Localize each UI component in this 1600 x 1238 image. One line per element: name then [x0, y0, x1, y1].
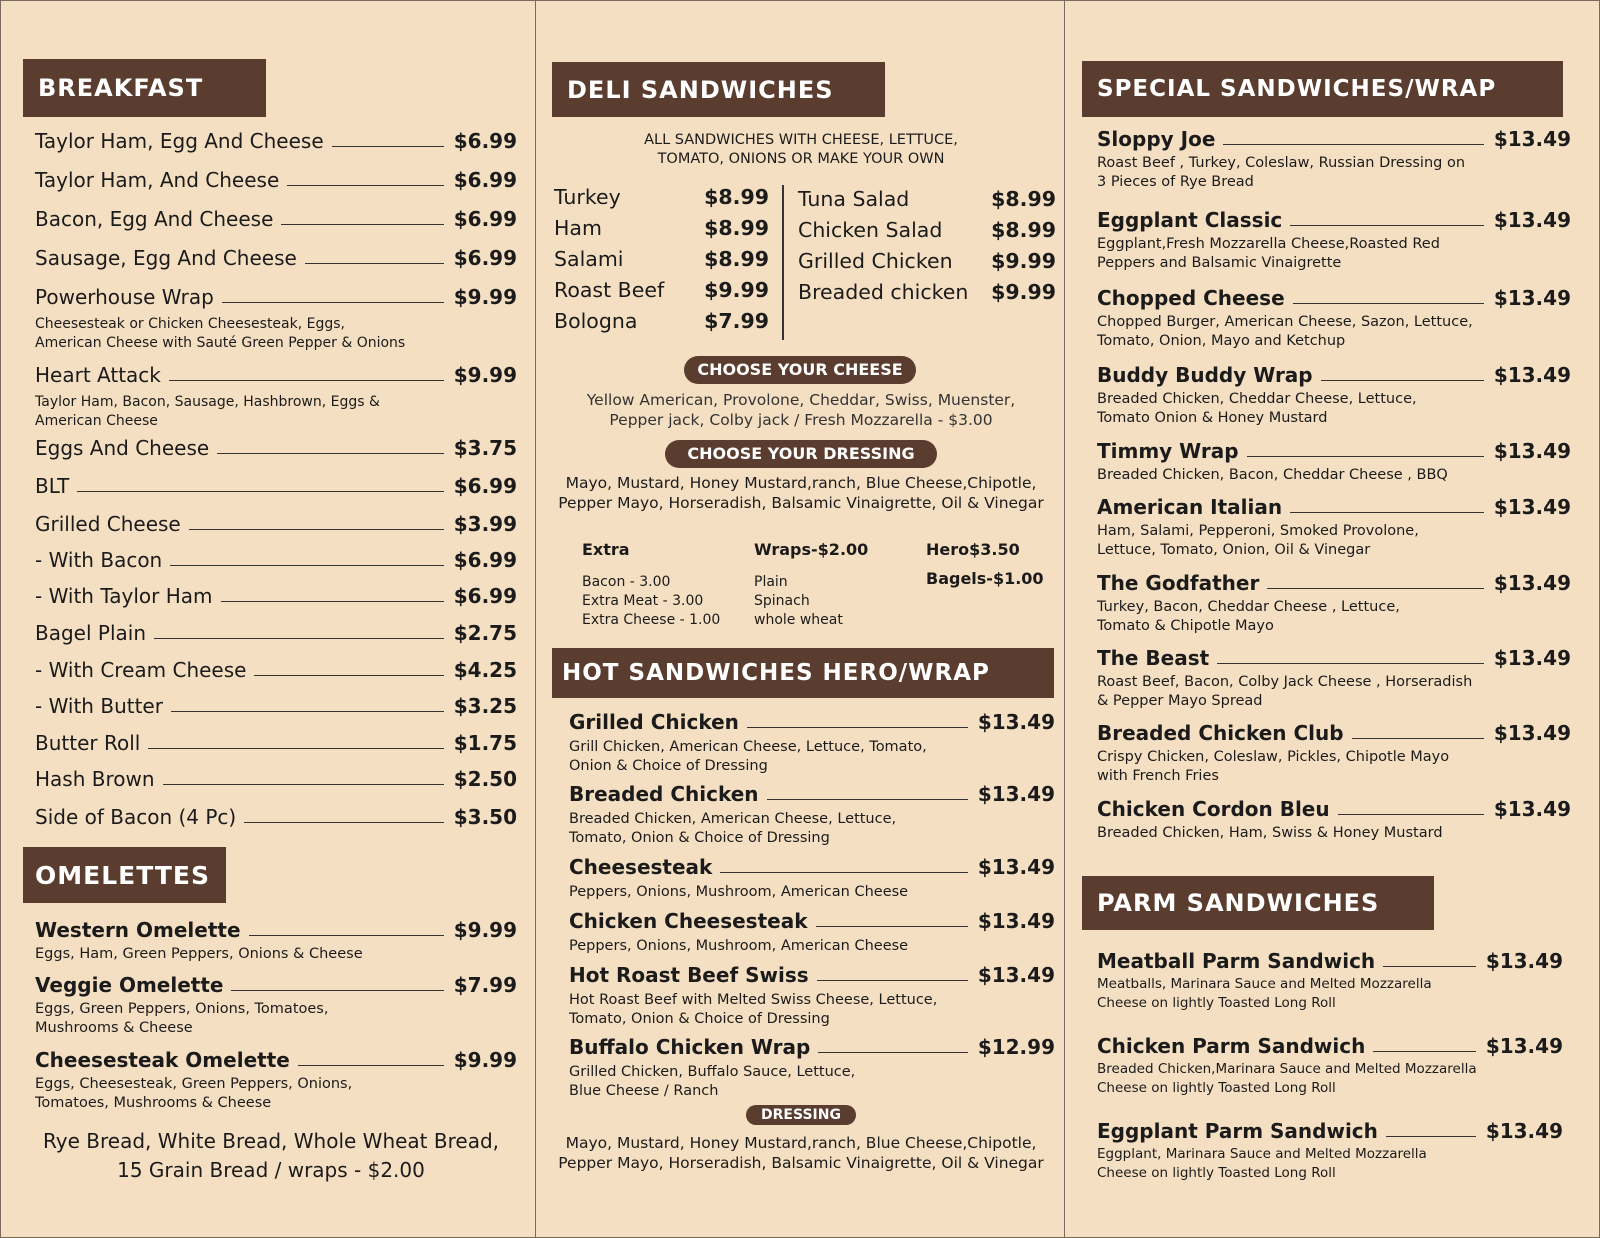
item-description: Meatballs, Marinara Sauce and Melted Mozzarella — [1097, 976, 1432, 992]
menu-item-row — [35, 694, 517, 718]
item-name: Cheesesteak — [569, 855, 713, 879]
menu-item-row — [35, 168, 517, 192]
item-price: $13.49 — [1493, 286, 1571, 310]
hot-dressing-line1: Mayo, Mustard, Honey Mustard,ranch, Blue Cheese,Chipotle, — [565, 1134, 1037, 1152]
item-price: $6.99 — [453, 207, 517, 231]
item-description: American Cheese with Sauté Green Pepper & Onions — [35, 335, 406, 351]
item-description: Roast Beef , Turkey, Coleslaw, Russian Dressing on — [1097, 155, 1466, 171]
item-price: $13.49 — [1493, 721, 1571, 745]
item-price: $13.49 — [1493, 797, 1571, 821]
leader-line — [171, 711, 444, 712]
item-name: Timmy Wrap — [1097, 439, 1239, 463]
item-description: Breaded Chicken, American Cheese, Lettuce, — [569, 811, 897, 827]
hot-dressing-options — [540, 1133, 1062, 1173]
item-price: $9.99 — [453, 1048, 517, 1072]
item-price: $9.99 — [453, 363, 517, 387]
item-price: $9.99 — [453, 285, 517, 309]
item-description: Roast Beef, Bacon, Colby Jack Cheese , Horseradish — [1097, 674, 1473, 690]
item-name: Taylor Ham, And Cheese — [35, 168, 280, 192]
item-description: Lettuce, Tomato, Onion, Oil & Vinegar — [1097, 542, 1371, 558]
parm-header — [1082, 876, 1434, 930]
choose-cheese-label: CHOOSE YOUR CHEESE — [697, 360, 903, 379]
menu-item-row — [35, 658, 517, 682]
item-description: Grilled Chicken, Buffalo Sauce, Lettuce, — [569, 1064, 856, 1080]
item-description: American Cheese — [35, 413, 158, 429]
item-price: $3.99 — [453, 512, 517, 536]
choose-cheese-pill — [684, 356, 916, 384]
leader-line — [1321, 380, 1484, 381]
item-description: Chopped Burger, American Cheese, Sazon, Lettuce, — [1097, 314, 1473, 330]
menu-item-row — [35, 584, 517, 608]
item-name: - With Taylor Ham — [35, 584, 213, 608]
menu-item-row — [35, 1048, 517, 1072]
item-price: $13.49 — [1485, 949, 1563, 973]
item-name: Salami — [554, 247, 624, 271]
item-name: Breaded Chicken — [569, 782, 759, 806]
item-description: Turkey, Bacon, Cheddar Cheese , Lettuce, — [1097, 599, 1400, 615]
menu-item-row — [35, 512, 517, 536]
leader-line — [1293, 303, 1484, 304]
item-price: $6.99 — [453, 129, 517, 153]
item-name: Butter Roll — [35, 731, 141, 755]
item-price: $3.75 — [453, 436, 517, 460]
leader-line — [170, 565, 444, 566]
item-description: 3 Pieces of Rye Bread — [1097, 174, 1254, 190]
leader-line — [305, 263, 444, 264]
leader-line — [1290, 512, 1484, 513]
deli-note-line2: TOMATO, ONIONS OR MAKE YOUR OWN — [657, 151, 945, 167]
hero-price: Hero$3.50 — [926, 540, 1020, 559]
item-description: & Pepper Mayo Spread — [1097, 693, 1263, 709]
breakfast-header — [23, 59, 266, 117]
item-price: $6.99 — [453, 474, 517, 498]
menu-item-row — [35, 918, 517, 942]
menu-item-row — [554, 278, 769, 302]
item-description: Onion & Choice of Dressing — [569, 758, 768, 774]
menu-item-row — [35, 767, 517, 791]
item-name: Eggplant Classic — [1097, 208, 1283, 232]
menu-item-row — [35, 805, 517, 829]
item-name: The Godfather — [1097, 571, 1260, 595]
bagels-price: Bagels-$1.00 — [926, 569, 1044, 588]
item-description: Eggplant, Marinara Sauce and Melted Mozzarella — [1097, 1146, 1427, 1162]
item-price: $13.49 — [1493, 495, 1571, 519]
deli-note-line1: ALL SANDWICHES WITH CHEESE, LETTUCE, — [644, 132, 958, 148]
menu-item-row — [554, 309, 769, 333]
item-name: - With Bacon — [35, 548, 163, 572]
item-name: Bacon, Egg And Cheese — [35, 207, 274, 231]
parm-title: PARM SANDWICHES — [1097, 889, 1380, 917]
item-name: Buffalo Chicken Wrap — [569, 1035, 811, 1059]
item-name: Buddy Buddy Wrap — [1097, 363, 1313, 387]
menu-item-row — [35, 621, 517, 645]
item-name: Roast Beef — [554, 278, 665, 302]
item-description: Grill Chicken, American Cheese, Lettuce, Tomato, — [569, 739, 927, 755]
hot-dressing-line2: Pepper Mayo, Horseradish, Balsamic Vinaigrette, Oil & Vinegar — [558, 1154, 1044, 1172]
item-price: $13.49 — [977, 782, 1055, 806]
menu-item-row — [798, 187, 1056, 211]
leader-line — [818, 1052, 968, 1053]
dressing-line2: Pepper Mayo, Horseradish, Balsamic Vinaigrette, Oil & Vinegar — [558, 494, 1044, 512]
menu-item-row — [798, 280, 1056, 304]
leader-line — [1352, 738, 1484, 739]
hot-header — [552, 648, 1054, 698]
deli-note — [596, 131, 1006, 169]
menu-item-row — [1097, 286, 1571, 310]
wraps-title: Wraps-$2.00 — [754, 540, 869, 559]
extra-item: Bacon - 3.00 — [582, 574, 671, 590]
item-name: Side of Bacon (4 Pc) — [35, 805, 237, 829]
item-name: Veggie Omelette — [35, 973, 224, 997]
leader-line — [254, 675, 443, 676]
item-description: Eggs, Green Peppers, Onions, Tomatoes, — [35, 1001, 329, 1017]
leader-line — [148, 748, 443, 749]
wrap-item: Plain — [754, 574, 788, 590]
item-name: Bagel Plain — [35, 621, 146, 645]
item-price: $13.49 — [977, 963, 1055, 987]
item-name: Hot Roast Beef Swiss — [569, 963, 809, 987]
menu-item-row — [1097, 363, 1571, 387]
item-description: Cheese on lightly Toasted Long Roll — [1097, 1165, 1336, 1181]
item-price: $13.49 — [977, 710, 1055, 734]
item-name: Powerhouse Wrap — [35, 285, 214, 309]
item-name: Grilled Cheese — [35, 512, 181, 536]
item-name: The Beast — [1097, 646, 1210, 670]
item-description: Breaded Chicken, Bacon, Cheddar Cheese , BBQ — [1097, 467, 1448, 483]
menu-item-row — [569, 1035, 1055, 1059]
leader-line — [1247, 456, 1484, 457]
menu-item-row — [35, 207, 517, 231]
menu-item-row — [798, 218, 1056, 242]
menu-item-row — [35, 973, 517, 997]
extra-item: Extra Meat - 3.00 — [582, 593, 704, 609]
leader-line — [169, 380, 444, 381]
leader-line — [231, 990, 443, 991]
item-price: $12.99 — [977, 1035, 1055, 1059]
item-description: Eggplant,Fresh Mozzarella Cheese,Roasted Red — [1097, 236, 1440, 252]
cheese-options — [546, 390, 1056, 430]
item-price: $9.99 — [991, 280, 1056, 304]
item-name: Chicken Parm Sandwich — [1097, 1034, 1366, 1058]
dressing-options — [540, 473, 1062, 513]
item-name: Grilled Chicken — [798, 249, 953, 273]
special-title: SPECIAL SANDWICHES/WRAP — [1097, 76, 1497, 102]
leader-line — [249, 935, 444, 936]
item-price: $13.49 — [1493, 127, 1571, 151]
item-name: Western Omelette — [35, 918, 241, 942]
cheese-line2: Pepper jack, Colby jack / Fresh Mozzarella - $3.00 — [609, 411, 993, 429]
item-price: $6.99 — [453, 584, 517, 608]
menu-item-row — [569, 963, 1055, 987]
item-price: $8.99 — [704, 247, 769, 271]
item-price: $1.75 — [453, 731, 517, 755]
leader-line — [287, 185, 443, 186]
item-name: Chopped Cheese — [1097, 286, 1285, 310]
item-price: $13.49 — [977, 855, 1055, 879]
item-name: Turkey — [554, 185, 621, 209]
leader-line — [720, 872, 967, 873]
leader-line — [1386, 1136, 1476, 1137]
item-name: Breaded chicken — [798, 280, 969, 304]
menu-item-row — [1097, 646, 1571, 670]
item-description: Breaded Chicken, Ham, Swiss & Honey Mustard — [1097, 825, 1443, 841]
item-description: Tomato, Onion, Mayo and Ketchup — [1097, 333, 1346, 349]
item-name: Heart Attack — [35, 363, 161, 387]
item-price: $6.99 — [453, 168, 517, 192]
menu-item-row — [1097, 439, 1571, 463]
item-description: Tomato, Onion & Choice of Dressing — [569, 830, 830, 846]
item-description: Tomato & Chipotle Mayo — [1097, 618, 1274, 634]
item-name: Breaded Chicken Club — [1097, 721, 1344, 745]
item-price: $13.49 — [977, 909, 1055, 933]
menu-item-row — [35, 436, 517, 460]
menu-item-row — [554, 216, 769, 240]
item-name: Ham — [554, 216, 602, 240]
item-name: American Italian — [1097, 495, 1283, 519]
menu-item-row — [569, 909, 1055, 933]
leader-line — [816, 926, 968, 927]
item-description: Blue Cheese / Ranch — [569, 1083, 719, 1099]
item-price: $13.49 — [1485, 1119, 1563, 1143]
leader-line — [767, 799, 968, 800]
item-name: BLT — [35, 474, 70, 498]
item-price: $3.50 — [453, 805, 517, 829]
leader-line — [1217, 663, 1484, 664]
item-price: $7.99 — [704, 309, 769, 333]
menu-item-row — [35, 474, 517, 498]
panel-right — [1064, 0, 1600, 1238]
leader-line — [163, 784, 444, 785]
item-description: Tomatoes, Mushrooms & Cheese — [35, 1095, 272, 1111]
item-description: Eggs, Cheesesteak, Green Peppers, Onions, — [35, 1076, 353, 1092]
item-name: Chicken Cheesesteak — [569, 909, 808, 933]
item-price: $13.49 — [1493, 646, 1571, 670]
cheese-line1: Yellow American, Provolone, Cheddar, Swiss, Muenster, — [586, 391, 1016, 409]
menu-item-row — [554, 185, 769, 209]
leader-line — [217, 453, 444, 454]
item-description: Mushrooms & Cheese — [35, 1020, 193, 1036]
dressing-line1: Mayo, Mustard, Honey Mustard,ranch, Blue Cheese,Chipotle, — [565, 474, 1037, 492]
menu-item-row — [35, 129, 517, 153]
item-price: $6.99 — [453, 246, 517, 270]
choose-dressing-label: CHOOSE YOUR DRESSING — [687, 444, 915, 463]
item-name: Chicken Salad — [798, 218, 943, 242]
dressing-pill — [746, 1105, 856, 1125]
hot-title: HOT SANDWICHES HERO/WRAP — [562, 660, 990, 686]
menu-item-row — [1097, 797, 1571, 821]
item-description: Peppers and Balsamic Vinaigrette — [1097, 255, 1342, 271]
item-description: Peppers, Onions, Mushroom, American Cheese — [569, 884, 909, 900]
leader-line — [1267, 588, 1484, 589]
item-description: Ham, Salami, Pepperoni, Smoked Provolone, — [1097, 523, 1419, 539]
item-name: Cheesesteak Omelette — [35, 1048, 290, 1072]
item-price: $9.99 — [991, 249, 1056, 273]
deli-divider — [782, 185, 784, 340]
extra-item: Extra Cheese - 1.00 — [582, 612, 721, 628]
omelettes-title: OMELETTES — [35, 860, 210, 890]
item-description: Peppers, Onions, Mushroom, American Cheese — [569, 938, 909, 954]
item-price: $8.99 — [704, 216, 769, 240]
leader-line — [1373, 1051, 1475, 1052]
item-name: Hash Brown — [35, 767, 155, 791]
menu-item-row — [569, 710, 1055, 734]
deli-header — [552, 62, 885, 117]
menu-item-row — [35, 548, 517, 572]
menu-item-row — [1097, 495, 1571, 519]
extra-title: Extra — [582, 540, 630, 559]
wrap-item: whole wheat — [754, 612, 843, 628]
item-price: $8.99 — [991, 218, 1056, 242]
item-price: $7.99 — [453, 973, 517, 997]
menu-item-row — [1097, 949, 1563, 973]
item-price: $4.25 — [453, 658, 517, 682]
menu-item-row — [1097, 208, 1571, 232]
item-description: Breaded Chicken,Marinara Sauce and Melted Mozzarella — [1097, 1061, 1477, 1077]
leader-line — [332, 146, 444, 147]
item-description: Hot Roast Beef with Melted Swiss Cheese, Lettuce, — [569, 992, 938, 1008]
item-description: Cheese on lightly Toasted Long Roll — [1097, 1080, 1336, 1096]
item-description: Tomato, Onion & Choice of Dressing — [569, 1011, 830, 1027]
item-description: Crispy Chicken, Coleslaw, Pickles, Chipotle Mayo — [1097, 749, 1450, 765]
item-name: Sausage, Egg And Cheese — [35, 246, 297, 270]
bread-note — [21, 1127, 521, 1185]
item-price: $6.99 — [453, 548, 517, 572]
leader-line — [298, 1065, 444, 1066]
panel-left — [0, 0, 536, 1238]
breakfast-title: BREAKFAST — [38, 74, 204, 102]
item-name: Meatball Parm Sandwich — [1097, 949, 1376, 973]
item-description: Cheese on lightly Toasted Long Roll — [1097, 995, 1336, 1011]
item-name: Grilled Chicken — [569, 710, 739, 734]
menu-item-row — [1097, 1034, 1563, 1058]
leader-line — [747, 727, 968, 728]
leader-line — [1338, 814, 1484, 815]
item-description: Cheesesteak or Chicken Cheesesteak, Eggs, — [35, 316, 345, 332]
wrap-item: Spinach — [754, 593, 810, 609]
item-price: $13.49 — [1493, 208, 1571, 232]
item-price: $8.99 — [991, 187, 1056, 211]
bread-note-line1: Rye Bread, White Bread, Whole Wheat Bread, — [43, 1129, 499, 1153]
menu-item-row — [35, 731, 517, 755]
item-price: $2.50 — [453, 767, 517, 791]
item-description: Taylor Ham, Bacon, Sausage, Hashbrown, Eggs & — [35, 394, 380, 410]
panel-middle — [535, 0, 1065, 1238]
leader-line — [1383, 966, 1476, 967]
item-price: $2.75 — [453, 621, 517, 645]
leader-line — [222, 302, 444, 303]
item-name: Sloppy Joe — [1097, 127, 1216, 151]
item-price: $13.49 — [1493, 363, 1571, 387]
menu-item-row — [1097, 127, 1571, 151]
menu-item-row — [798, 249, 1056, 273]
menu-item-row — [35, 285, 517, 309]
leader-line — [1223, 144, 1483, 145]
menu-item-row — [35, 363, 517, 387]
leader-line — [1290, 225, 1484, 226]
menu-item-row — [1097, 1119, 1563, 1143]
wraps-items — [754, 573, 843, 630]
item-price: $8.99 — [704, 185, 769, 209]
menu-item-row — [569, 855, 1055, 879]
leader-line — [244, 822, 444, 823]
item-name: - With Butter — [35, 694, 163, 718]
bread-note-line2: 15 Grain Bread / wraps - $2.00 — [117, 1158, 425, 1182]
item-description: Eggs, Ham, Green Peppers, Onions & Cheese — [35, 946, 363, 962]
item-description: with French Fries — [1097, 768, 1219, 784]
item-name: Chicken Cordon Bleu — [1097, 797, 1330, 821]
menu-item-row — [35, 246, 517, 270]
item-price: $3.25 — [453, 694, 517, 718]
item-name: Bologna — [554, 309, 638, 333]
leader-line — [77, 491, 443, 492]
item-price: $9.99 — [704, 278, 769, 302]
leader-line — [154, 638, 444, 639]
omelettes-header — [23, 847, 226, 903]
item-name: Taylor Ham, Egg And Cheese — [35, 129, 324, 153]
item-description: Tomato Onion & Honey Mustard — [1097, 410, 1328, 426]
menu-item-row — [554, 247, 769, 271]
menu-item-row — [569, 782, 1055, 806]
menu-item-row — [1097, 571, 1571, 595]
menu-item-row — [1097, 721, 1571, 745]
dressing-label: DRESSING — [761, 1107, 841, 1123]
leader-line — [817, 980, 968, 981]
item-price: $9.99 — [453, 918, 517, 942]
item-name: Eggplant Parm Sandwich — [1097, 1119, 1378, 1143]
leader-line — [281, 224, 443, 225]
item-name: - With Cream Cheese — [35, 658, 247, 682]
item-name: Eggs And Cheese — [35, 436, 210, 460]
item-description: Breaded Chicken, Cheddar Cheese, Lettuce, — [1097, 391, 1417, 407]
choose-dressing-pill — [665, 440, 937, 468]
extra-items — [582, 573, 720, 630]
deli-title: DELI SANDWICHES — [567, 75, 834, 104]
item-name: Tuna Salad — [798, 187, 910, 211]
special-header — [1082, 61, 1563, 117]
item-price: $13.49 — [1493, 571, 1571, 595]
leader-line — [221, 601, 444, 602]
item-price: $13.49 — [1485, 1034, 1563, 1058]
leader-line — [189, 529, 444, 530]
item-price: $13.49 — [1493, 439, 1571, 463]
